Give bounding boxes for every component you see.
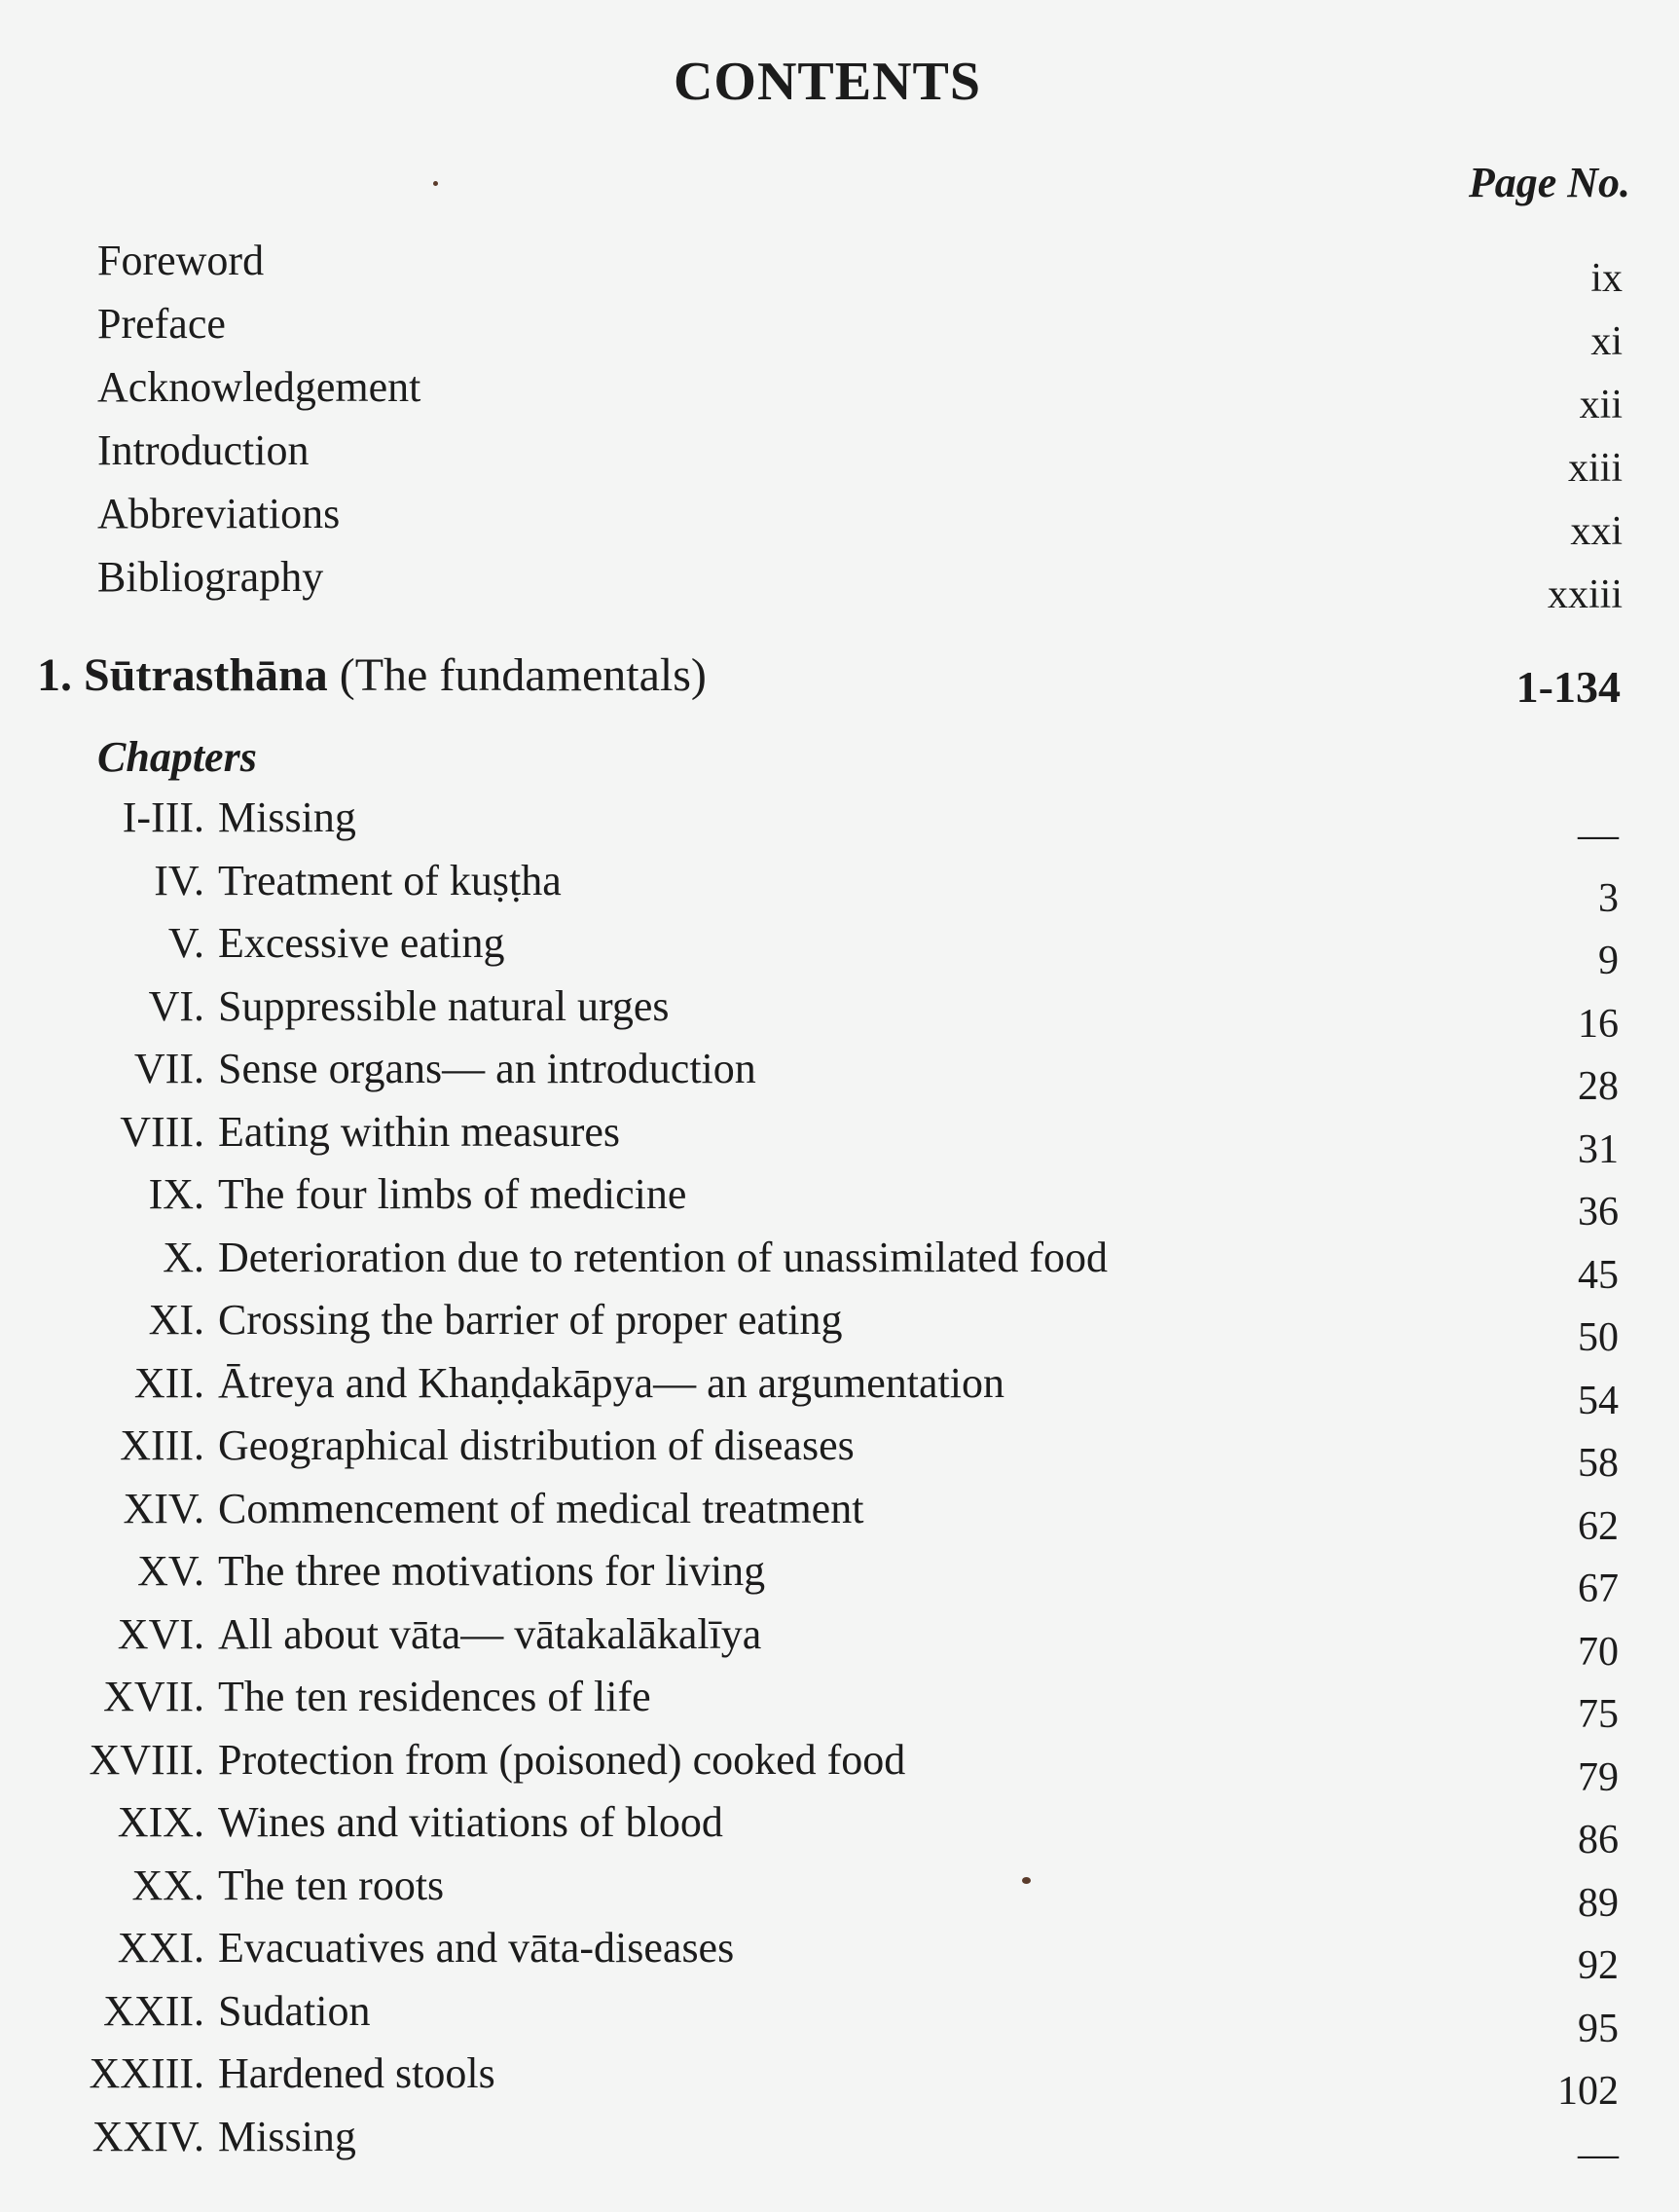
chapter-numeral: IV. [154,857,204,904]
section-number: 1. [37,649,72,701]
chapter-title: The four limbs of medicine [218,1170,687,1218]
ink-speck [433,181,438,186]
front-matter-page: xxi [1570,509,1623,554]
chapter-page: — [1578,813,1619,858]
front-matter-label: Acknowledgement [97,363,421,411]
chapter-numeral: XIII. [120,1421,204,1469]
chapter-title: Crossing the barrier of proper eating [218,1296,843,1344]
chapter-page: 67 [1578,1567,1619,1611]
chapter-title: Missing [218,2113,356,2160]
front-matter-page: xxiii [1547,572,1623,617]
chapter-page: 58 [1578,1441,1619,1486]
chapter-page: 70 [1578,1630,1619,1675]
chapter-title: Deterioration due to retention of unassimilated food [218,1234,1108,1281]
chapter-title: The ten roots [218,1862,445,1909]
chapter-title: Ātreya and Khaṇḍakāpya— an argumentation [218,1359,1005,1407]
chapter-page: 50 [1578,1315,1619,1360]
chapter-title: All about vāta— vātakalākalīya [218,1610,762,1658]
chapter-title: Treatment of kuṣṭha [218,857,562,904]
chapter-title: Suppressible natural urges [218,982,670,1030]
section-page-range: 1-134 [1515,662,1621,712]
section-heading [37,646,707,705]
chapter-title: Hardened stools [218,2049,495,2097]
chapter-page: 31 [1578,1127,1619,1172]
chapter-page: 86 [1578,1818,1619,1862]
chapter-title: Sense organs— an introduction [218,1045,756,1092]
page-number-heading: Page No. [1468,159,1630,206]
chapter-title: Missing [218,793,356,841]
chapter-numeral: V. [167,919,204,967]
chapter-title: The ten residences of life [218,1673,651,1720]
front-matter-label: Abbreviations [97,490,341,537]
chapter-title: Geographical distribution of diseases [218,1421,855,1469]
chapter-page: 92 [1578,1943,1619,1988]
chapter-page: 3 [1598,876,1619,921]
chapter-numeral: XXIV. [91,2113,204,2160]
chapter-page: 62 [1578,1504,1619,1549]
chapter-title: Commencement of medical treatment [218,1485,864,1532]
front-matter-page: xiii [1567,446,1623,491]
chapter-title: The three motivations for living [218,1547,766,1595]
front-matter-page: xii [1579,383,1623,427]
chapters-label: Chapters [97,733,257,781]
chapter-numeral: XV. [137,1547,204,1595]
page-title: CONTENTS [673,52,982,112]
chapter-page: 9 [1598,939,1619,983]
chapter-page: 95 [1578,2007,1619,2051]
chapter-title: Eating within measures [218,1108,621,1156]
chapter-numeral: XVI. [117,1610,204,1658]
chapter-numeral: XII. [133,1359,204,1407]
chapter-numeral: XX. [131,1862,204,1909]
chapter-title: Evacuatives and vāta-diseases [218,1924,735,1972]
chapter-numeral: VIII. [120,1108,204,1156]
chapter-numeral: XVIII. [89,1736,204,1784]
front-matter-label: Preface [97,300,226,348]
chapter-title: Protection from (poisoned) cooked food [218,1736,906,1784]
chapter-page: 79 [1578,1755,1619,1800]
chapter-title: Excessive eating [218,919,505,967]
chapter-numeral: XXIII. [89,2049,204,2097]
chapter-numeral: IX. [148,1170,204,1218]
chapter-page: 45 [1578,1253,1619,1298]
chapter-numeral: I-III. [122,793,204,841]
chapter-numeral: VI. [148,982,204,1030]
chapter-numeral: VII. [133,1045,204,1092]
section-name: Sūtrasthāna [84,649,328,701]
chapter-title: Sudation [218,1987,371,2035]
section-subtitle: (The fundamentals) [339,649,707,701]
chapter-numeral: XXII. [103,1987,204,2035]
chapter-page: 28 [1578,1064,1619,1109]
chapter-numeral: XI. [148,1296,204,1344]
front-matter-label: Foreword [97,237,265,284]
front-matter-page: ix [1590,256,1623,301]
chapter-page: 102 [1557,2069,1619,2114]
chapter-numeral: XIV. [123,1485,204,1532]
chapter-title: Wines and vitiations of blood [218,1798,723,1846]
chapter-page: 54 [1578,1379,1619,1423]
chapter-page: 16 [1578,1002,1619,1047]
chapter-page: 36 [1578,1190,1619,1235]
front-matter-label: Introduction [97,426,310,474]
chapter-page: 75 [1578,1692,1619,1737]
ink-speck [1022,1877,1031,1884]
chapter-page: 89 [1578,1881,1619,1926]
front-matter-page: xi [1590,319,1623,364]
chapter-numeral: XXI. [117,1924,204,1972]
chapter-numeral: X. [163,1234,204,1281]
chapter-page: — [1578,2132,1619,2177]
front-matter-label: Bibliography [97,553,324,601]
chapter-numeral: XVII. [103,1673,204,1720]
chapter-numeral: XIX. [117,1798,204,1846]
